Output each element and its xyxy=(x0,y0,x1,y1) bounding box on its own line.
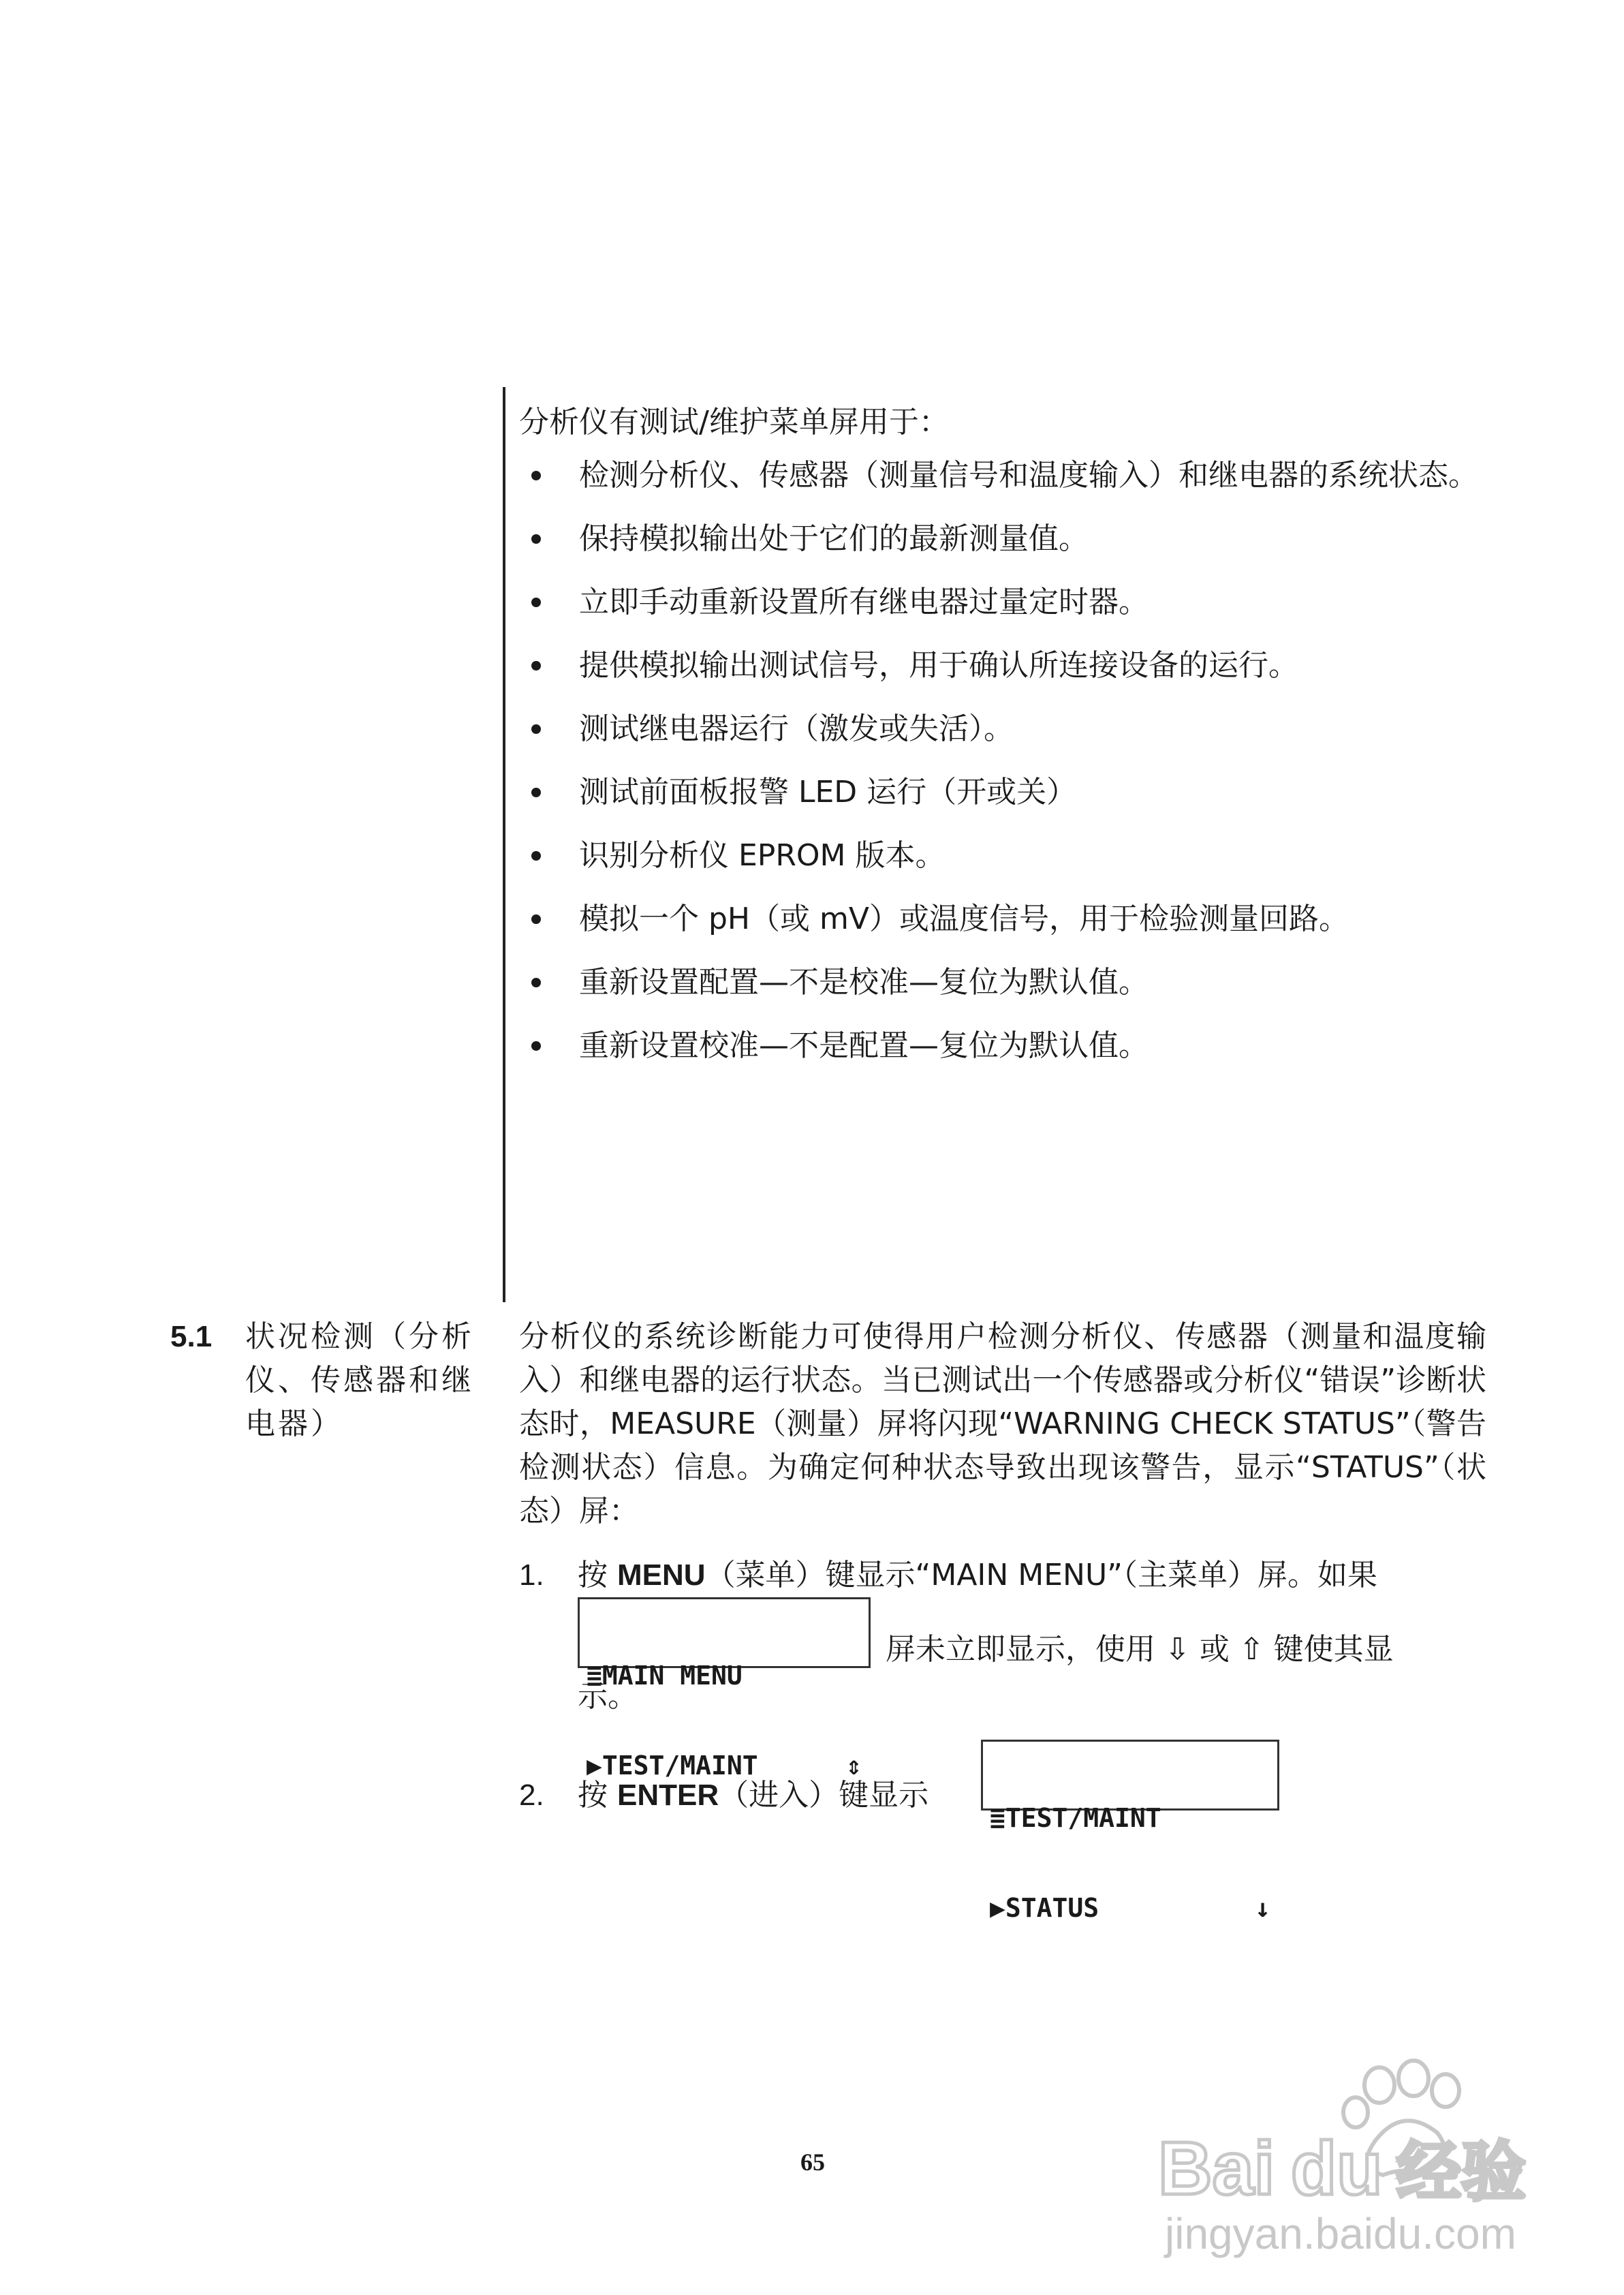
watermark-logo xyxy=(1151,2058,1587,2262)
section-paragraph: 分析仪的系统诊断能力可使得用户检测分析仪、传感器（测量和温度输入）和继电器的运行状态。当已测试出一个传感器或分析仪“错误”诊断状态时，MEASURE（测量）屏将闪现“WARNING CHECK STATUS”（警告检测状态）信息。为确定何种状态导致出现该警告，显示“STATUS”（状态）屏： xyxy=(519,1319,1486,1528)
list-item: 测试前面板报警 LED 运行（开或关） xyxy=(519,770,1486,814)
lcd-line-row xyxy=(990,1893,1270,1923)
bullet-icon xyxy=(531,978,541,987)
bullet-icon xyxy=(531,724,541,734)
lcd-line: ≣TEST/MAINT xyxy=(990,1803,1161,1833)
lcd-display xyxy=(578,1597,871,1781)
intro-text: 分析仪有测试/维护菜单屏用于： xyxy=(519,405,949,440)
lcd-display xyxy=(981,1740,1279,1923)
list-item: 测试继电器运行（激发或失活）。 xyxy=(519,707,1486,751)
list-item: 提供模拟输出测试信号，用于确认所连接设备的运行。 xyxy=(519,643,1486,688)
bullet-icon xyxy=(531,661,541,671)
bullet-icon xyxy=(531,598,541,607)
svg-text:jingyan.baidu.com: jingyan.baidu.com xyxy=(1165,2209,1516,2258)
list-item: 重新设置配置—不是校准—复位为默认值。 xyxy=(519,960,1486,1004)
menu-key-label: MENU xyxy=(617,1558,706,1592)
step-text-continued: 示。 xyxy=(578,1679,638,1714)
lcd-line: ≣MAIN MENU xyxy=(587,1661,743,1691)
lcd-line: ▶TEST/MAINT xyxy=(587,1751,758,1781)
step-number: 2. xyxy=(519,1778,544,1812)
bullet-icon xyxy=(531,914,541,924)
down-arrow-icon: ↓ xyxy=(1255,1893,1270,1923)
list-item: 检测分析仪、传感器（测量信号和温度输入）和继电器的系统状态。 xyxy=(519,453,1486,497)
svg-text:经验: 经验 xyxy=(1396,2135,1527,2210)
list-item: 模拟一个 pH（或 mV）或温度信号，用于检验测量回路。 xyxy=(519,897,1486,941)
bullet-icon xyxy=(531,471,541,480)
feature-list xyxy=(519,453,1486,1087)
up-down-arrow-icon: ⇕ xyxy=(846,1751,862,1781)
lcd-line: ▶STATUS xyxy=(990,1893,1099,1923)
section-title: 状况检测（分析仪、传感器和继电器） xyxy=(245,1319,474,1441)
page-number: 65 xyxy=(800,2148,825,2176)
bullet-icon xyxy=(531,534,541,544)
step-number: 1. xyxy=(519,1558,544,1592)
svg-text:Bai: Bai xyxy=(1158,2127,1275,2211)
step-text: 按 ENTER（进入）键显示 xyxy=(578,1778,929,1813)
list-item: 保持模拟输出处于它们的最新测量值。 xyxy=(519,517,1486,561)
bullet-icon xyxy=(531,1041,541,1051)
enter-key-label: ENTER xyxy=(617,1778,719,1812)
svg-text:du: du xyxy=(1291,2127,1383,2211)
step-text: 按 MENU（菜单）键显示“MAIN MENU”（主菜单）屏。如果 xyxy=(578,1558,1377,1592)
section-number: 5.1 xyxy=(170,1320,213,1353)
margin-rule xyxy=(503,387,505,1302)
list-item: 立即手动重新设置所有继电器过量定时器。 xyxy=(519,580,1486,624)
list-item: 识别分析仪 EPROM 版本。 xyxy=(519,833,1486,878)
list-item: 重新设置校准—不是配置—复位为默认值。 xyxy=(519,1023,1486,1068)
step-text-continued: 屏未立即显示，使用 ⇩ 或 ⇧ 键使其显 xyxy=(886,1632,1394,1667)
bullet-icon xyxy=(531,788,541,797)
bullet-icon xyxy=(531,851,541,861)
